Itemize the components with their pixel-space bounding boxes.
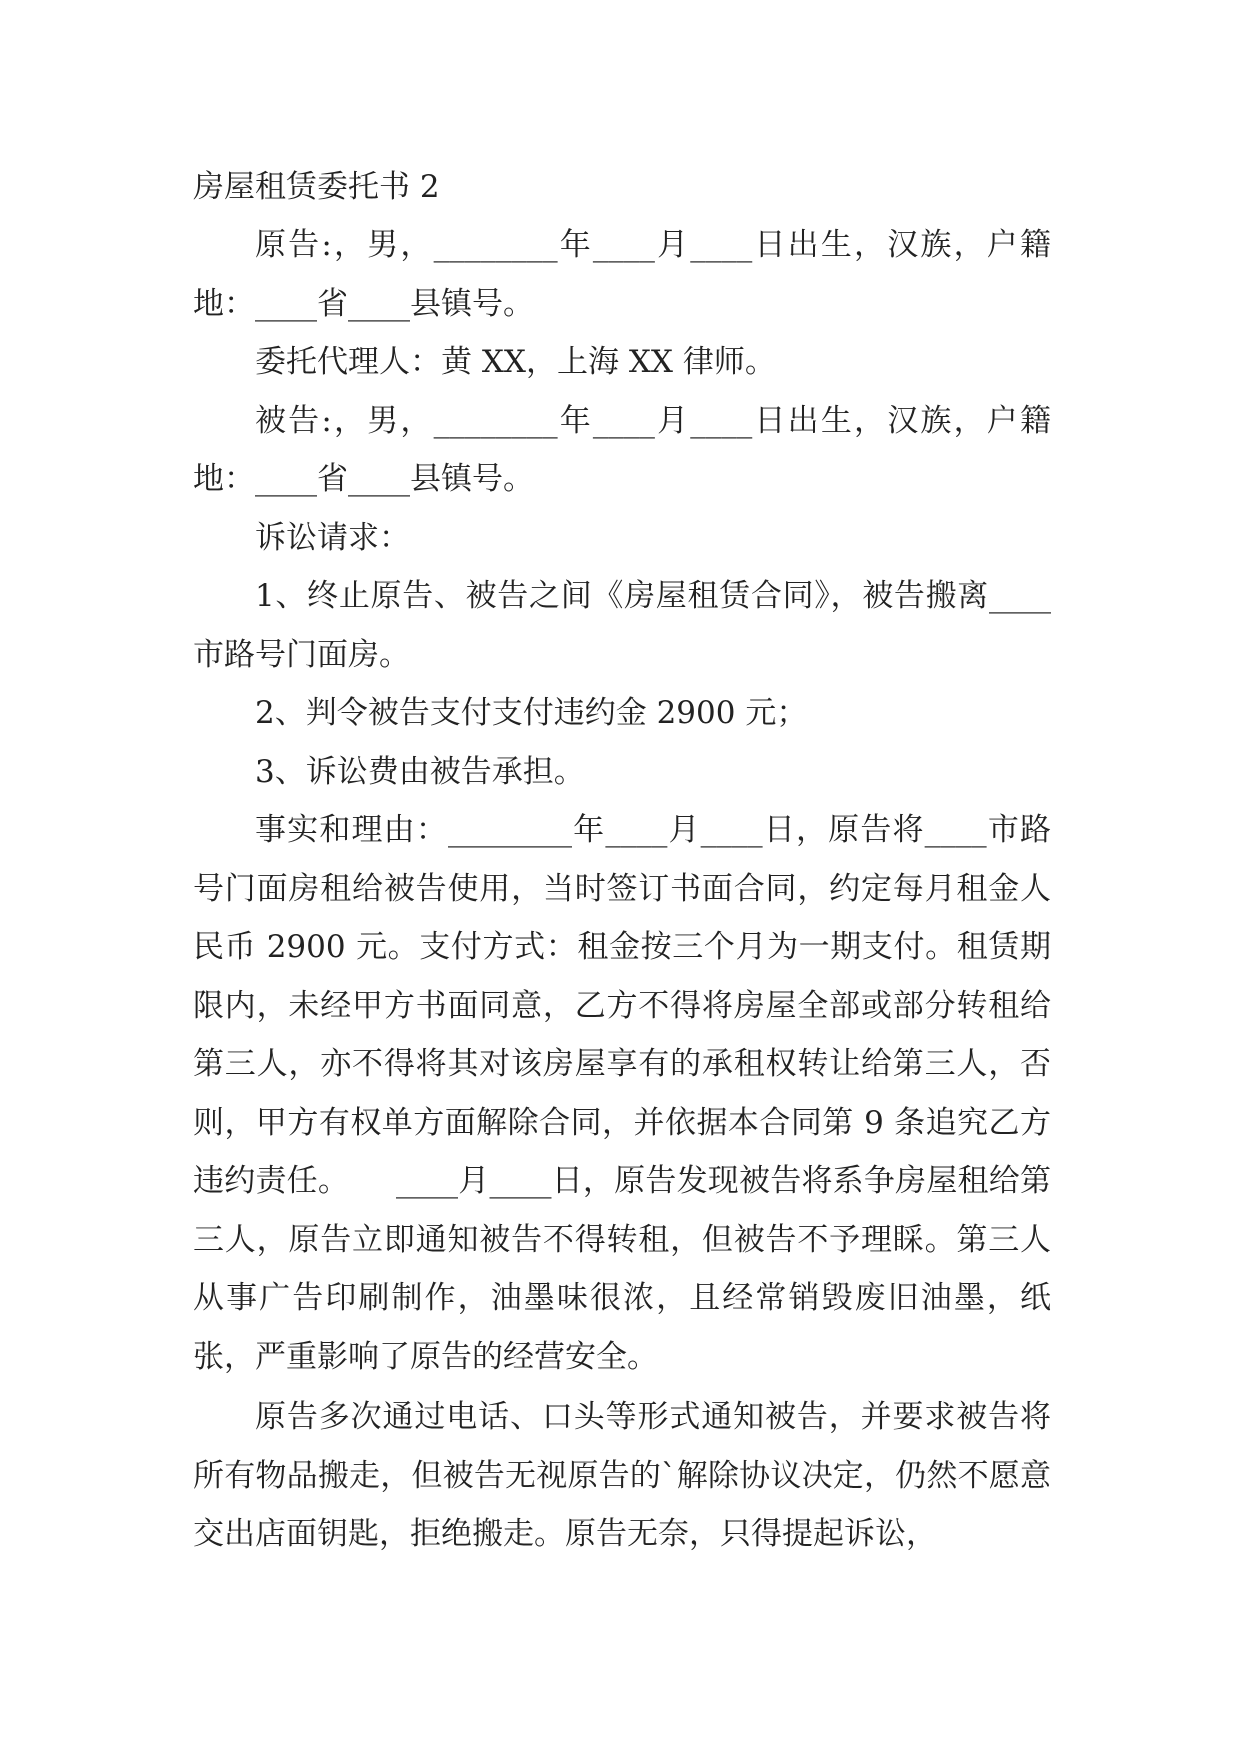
facts-paragraph-continued: 原告多次通过电话、口头等形式通知被告，并要求被告将所有物品搬走，但被告无视原告的`解除协议决定，仍然不愿意交出店面钥匙，拒绝搬走。原告无奈，只得提起诉讼， xyxy=(193,1399,1051,1552)
claim-item-2: 2、判令被告支付支付违约金 2900 元； xyxy=(255,695,808,731)
claim-item-1: 1、终止原告、被告之间《房屋租赁合同》，被告搬离____市路号门面房。 xyxy=(193,578,1051,673)
document-page xyxy=(193,158,1051,1564)
facts-paragraph: 事实和理由：________年____月____日，原告将____市路号门面房租给被告使用，当时签订书面合同，约定每月租金人民币 2900 元。支付方式：租金按三个月为一期支付。租赁期限内，未经甲方书面同意，乙方不得将房屋全部或部分转租给第三人，亦不得将其对该房屋享有的承租权转让给第三人，否则，甲方有权单方面解除合同，并依据本合同第 9 条追究乙方违约责任。 ____月____日，原告发现被告将系争房屋租给第三人，原告立即通知被告不得转租，但被告不予理睬。第三人从事广告印刷制作，油墨味很浓，且经常销毁废旧油墨，纸张，严重影响了原告的经营安全。 xyxy=(193,812,1051,1375)
claim-item-3: 3、诉讼费由被告承担。 xyxy=(255,753,585,790)
agent-paragraph: 委托代理人：黄 XX，上海 XX 律师。 xyxy=(255,344,776,380)
plaintiff-info-paragraph: 原告:，男，________年____月____日出生，汉族，户籍地：____省____县镇号。 xyxy=(193,227,1051,322)
claims-heading: 诉讼请求： xyxy=(255,519,410,556)
document-title: 房屋租赁委托书 2 xyxy=(193,169,440,205)
defendant-info-paragraph: 被告:，男，________年____月____日出生，汉族，户籍地：____省____县镇号。 xyxy=(193,402,1051,497)
